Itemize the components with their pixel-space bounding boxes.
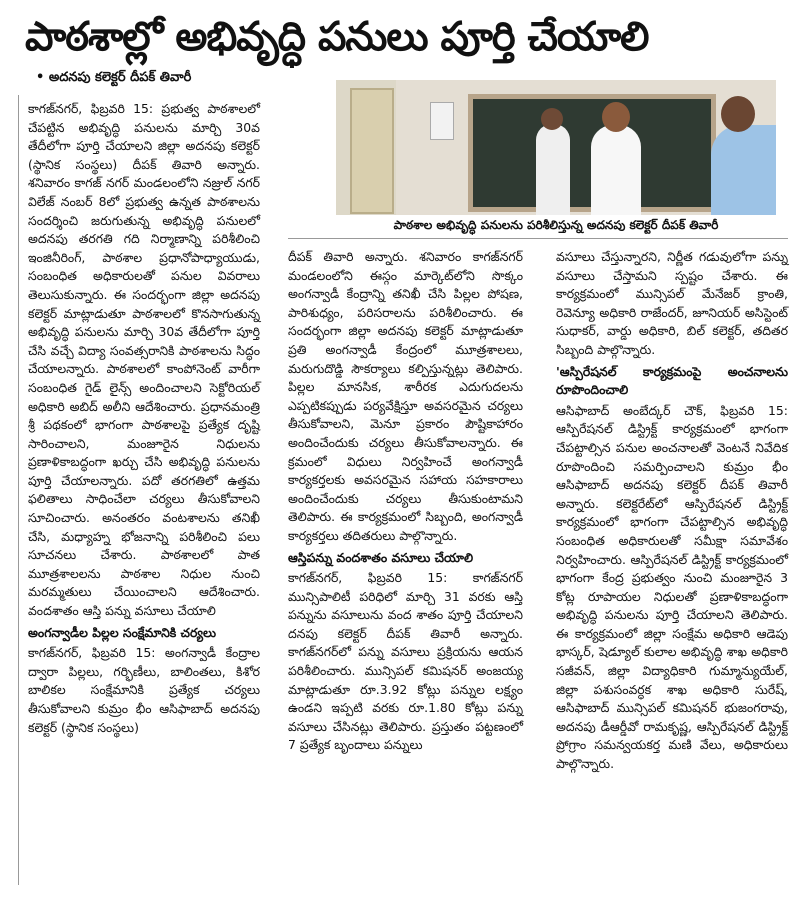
photo-caption: పాఠశాల అభివృద్ధి పనులను పరిశీలిస్తున్న అదనపు కలెక్టర్ దీపక్ తివారీ — [393, 218, 719, 232]
photo-person-2 — [591, 125, 641, 215]
headline: పాఠశాల్లో అభివృద్ధి పనులు పూర్తి చేయాలి — [25, 14, 649, 60]
subheading: అంగన్వాడీల పిల్లల సంక్షేమానికి చర్యలు — [28, 624, 217, 640]
photo-person-3-head — [721, 96, 755, 132]
article-column-1 — [28, 100, 260, 737]
byline: • అదనపు కలెక్టర్ దీపక్ తివారీ — [36, 70, 192, 85]
photo-person-2-head — [602, 102, 630, 132]
photo-person-3 — [711, 125, 776, 215]
subheading: ఆస్తిపన్ను వందశాతం వసూలు చేయాలి — [288, 549, 474, 565]
news-photo — [336, 80, 776, 215]
article-paragraph: కాగజ్‌నగర్, ఫిబ్రవరి 15: అంగన్వాడీ కేంద్రాల ద్వారా పిల్లలు, గర్భిణీలు, బాలింతలు, కిశోర బాలికల సంక్షేమానికి ప్రత్యేక చర్యలు తీసుకోవాలని కుమ్రం భీం ఆసిఫాబాద్ అదనపు కలెక్టర్ (స్థానిక సంస్థలు) — [28, 645, 260, 735]
photo-person-1 — [536, 124, 570, 215]
article-paragraph: కాగజ్‌నగర్, ఫిబ్రవరి 15: ప్రభుత్వ పాఠశాలలో చేపట్టిన అభివృద్ధి పనులను మార్చి 30వ తేదీలోగా పూర్తి చేయాలని జిల్లా అదనపు కలెక్టర్ (స్థానిక సంస్థలు) దీపక్ తివారి అన్నారు. శనివారం కాగజ్ నగర్ మండలంలోని నజ్రుల్ నగర్ విలేజ్ నంబర్ 8లో ప్రభుత్వ ఉన్నత పాఠశాలను సందర్శించి జరుగుతున్న అభివృద్ధి పనులలో అదనపు తరగతి గది నిర్మాణాన్ని పరిశీలించి ఇంజినీరింగ్, పాఠశాల ప్రధానోపాధ్యాయుడు, సంబంధిత అధికారులతో పనుల వివరాలు తెలుసుకున్నారు. ఈ సందర్భంగా జిల్లా అదనపు కలెక్టర్ మాట్లాడుతూ పాఠశాలలో కొనసాగుతున్న అభివృద్ధి పనులను మార్చి 30వ తేదీలోగా పూర్తి చేసి వచ్చే విద్యా సంవత్సరానికి పాఠశాలను సిద్ధం చేయాలన్నారు. పాఠశాలలో కాంపోనెంట్ వారీగా సంబంధిత గైడ్ లైన్స్ అందించాలని సెక్టోరియల్ అధికారి అబిద్ అలీని ఆదేశించారు. ప్రధానమంత్రి శ్రీ పథకంలో భాగంగా పాఠశాలపై ప్రత్యేక దృష్టి సారించాలని, మంజూరైన నిధులను ప్రణాళికాబద్ధంగా ఖర్చు చేసి అభివృద్ధి పనులను పూర్తి చేయాలన్నారు. పదో తరగతిలో ఉత్తమ ఫలితాలు సాధించేలా చర్యలు తీసుకోవాలని సూచించారు. అనంతరం వంటశాలను తనిఖీ చేసి, మధ్యాహ్న భోజనాన్ని పరిశీలించి పలు సూచనలు చేశారు. పాఠశాలలో పాత మూత్రశాలలను పాఠశాల నిధుల నుంచి మరమ్మతులు చేయించాలని ఆదేశించారు. వందశాతం ఆస్తి పన్ను వసూలు చేయాలి — [28, 101, 260, 619]
caption-rule — [288, 238, 788, 239]
photo-door — [350, 88, 394, 214]
article-column-3 — [556, 248, 788, 774]
article-paragraph: దీపక్ తివారి అన్నారు. శనివారం కాగజ్‌నగర్ మండలంలోని ఈస్గం మార్కెట్‌లోని సొక్కం అంగన్వాడీ కేంద్రాన్ని తనిఖీ చేసి పిల్లల పోషణ, పారిశుధ్యం, పరిసరాలను పరిశీలించారు. ఈ సందర్భంగా జిల్లా అదనపు కలెక్టర్ మాట్లాడుతూ ప్రతి అంగన్వాడీ కేంద్రంలో మూత్రశాలలు, మరుగుదొడ్డి సౌకర్యాలు కల్పిస్తున్నట్లు తెలిపారు. పిల్లల మానసిక, శారీరక ఎదుగుదలను ఎప్పటికప్పుడు పర్యవేక్షిస్తూ అవసరమైన చర్యలు తీసుకోవాలని, మెనూ ప్రకారం పౌష్టికాహారం అందించేందుకు చర్యలు తీసుకోవాలన్నారు. ఈ క్రమంలో విధులు నిర్వహించే అంగన్వాడీ కార్యకర్తలకు అవసరమైన సహాయ సహకారాలు అందించేందుకు చర్యలు తీసుకుంటామని తెలిపారు. ఈ కార్యక్రమంలో సిబ్బంది, అంగన్వాడీ కార్యకర్తలు తదితరులు పాల్గొన్నారు. — [288, 249, 523, 543]
photo-wall-chart — [430, 102, 454, 140]
column-rule — [18, 95, 19, 885]
article-paragraph: కాగజ్‌నగర్, ఫిబ్రవరి 15: కాగజ్‌నగర్ మున్సిపాలిటీ పరిధిలో మార్చి 31 వరకు ఆస్తి పన్నును వసూలును వంద శాతం పూర్తి చేయాలని దనపు కలెక్టర్ దీపక్ తివారీ అన్నారు. కాగజ్‌నగర్‌లో పన్ను వసూలు ప్రక్రియను ఆయన పరిశీలించారు. మున్సిపల్ కమిషనర్ అంజయ్య మాట్లాడుతూ రూ.3.92 కోట్లు పన్నుల లక్ష్యం ఉండని ఇప్పటి వరకు రూ.1.80 కోట్లు పన్ను వసూలు చేసినట్లు తెలిపారు. ప్రస్తుతం పట్టణంలో 7 ప్రత్యేక బృందాలు పన్నులు — [288, 570, 523, 753]
article-paragraph: ఆసిఫాబాద్ అంబేద్కర్ చౌక్, ఫిబ్రవరి 15: ఆస్పిరేషనల్ డిస్ట్రిక్ట్ కార్యక్రమంలో భాగంగా చేపట్టాల్సిన పనుల అంచనాలతో వెంటనే నివేదిక రూపొందించి సమర్పించాలని కుమ్రం భీం ఆసిఫాబాద్ అదనపు కలెక్టర్ దీపక్ తివారీ అన్నారు. కలెక్టరేట్‌లో ఆస్పిరేషనల్ డిస్ట్రిక్ట్ కార్యక్రమంలో భాగంగా చేపట్టాల్సిన అభివృద్ధి సంబంధిత అధికారులతో సమీక్షా సమావేశం నిర్వహించారు. ఆస్పిరేషనల్ డిస్ట్రిక్ట్ కార్యక్రమంలో భాగంగా కేంద్ర ప్రభుత్వం నుంచి మంజూరైన 3 కోట్ల రూపాయల నిధులతో ప్రణాళికాబద్ధంగా అభివృద్ధి పనులను పూర్తి చేయాలని తెలిపారు. ఈ కార్యక్రమంలో జిల్లా సంక్షేమ అధికారి ఆడెపు భాస్కర్, షెడ్యూల్ కులాల అభివృద్ధి శాఖ అధికారి సజీవన్, జిల్లా విద్యాధికారి గుమ్మాన్యుయేల్, జిల్లా పశుసంవర్ధక శాఖ అధికారి సురేష్, ఆసిఫాబాద్ మున్సిపల్ కమిషనర్ భుజంగరావు, అదనపు డీఆర్డీవో రామకృష్ణ, ఆస్పిరేషనల్ డిస్ట్రిక్ట్ ప్రోగ్రాం సమన్వయకర్త మణి వేలు, అధికారులు పాల్గొన్నారు. — [556, 402, 788, 772]
article-column-2 — [288, 248, 523, 755]
photo-person-1-head — [541, 108, 563, 130]
article-paragraph: వసూలు చేస్తున్నారని, నిర్ణీత గడువులోగా పన్ను వసూలు చేస్తామని స్పష్టం చేశారు. ఈ కార్యక్రమంలో మున్సిపల్ మేనేజర్ క్రాంతి, రెవెన్యూ అధికారి రాజేందర్, జూనియర్ అసిస్టెంట్ సుధాకర్, వార్డు అధికారి, బిల్ కలెక్టర్, తదితర సిబ్బంది పాల్గొన్నారు. — [556, 249, 788, 357]
subheading: 'ఆస్పిరేషనల్ కార్యక్రమంపై అంచనాలను రూపొందించాలి — [556, 363, 788, 398]
